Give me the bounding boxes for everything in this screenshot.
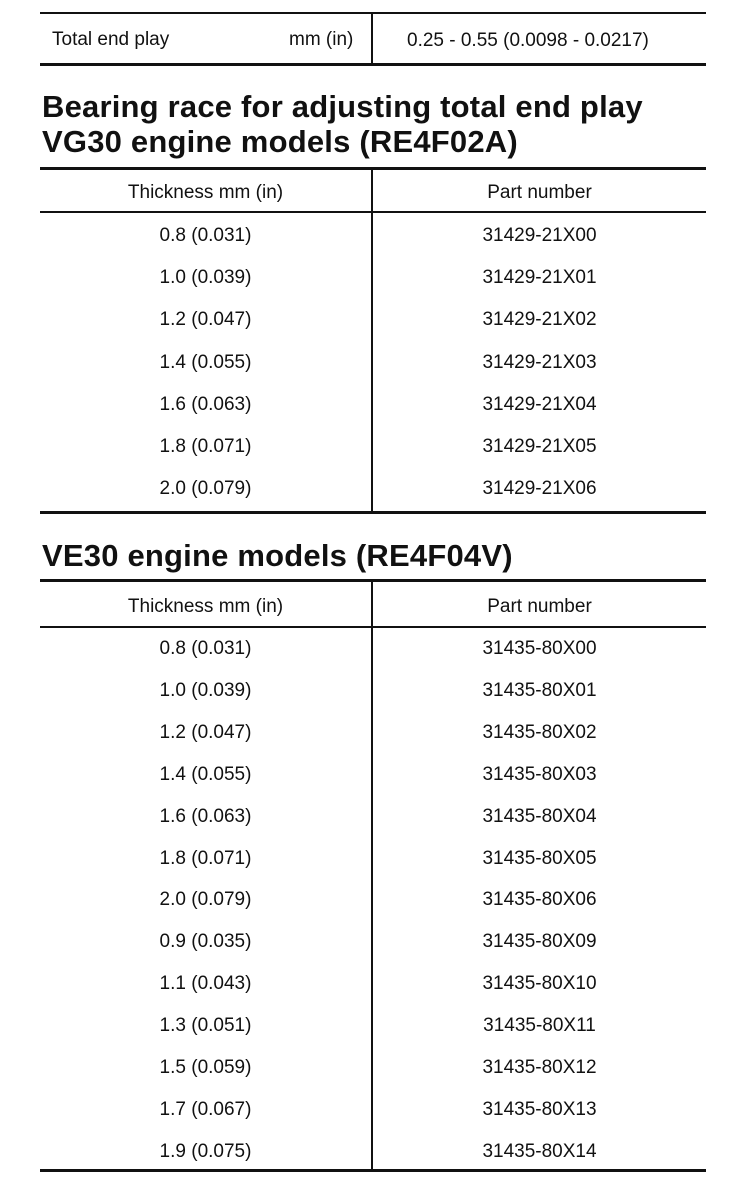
- part-number-cell: 31435-80X10: [482, 973, 597, 995]
- part-number-cell: 31435-80X14: [482, 1140, 597, 1162]
- part-number-cell: 31429-21X01: [482, 267, 597, 289]
- end-play-value: 0.25 - 0.55 (0.0098 - 0.0217): [407, 30, 649, 51]
- part-number-cell: 31429-21X05: [482, 436, 597, 457]
- thickness-cell: 1.2 (0.047): [159, 721, 252, 743]
- section1-header-part: Part number: [487, 182, 592, 203]
- end-play-top-rule: [40, 12, 706, 14]
- thickness-cell: 1.9 (0.075): [159, 1140, 252, 1162]
- section1-top-rule: [40, 167, 706, 170]
- thickness-cell: 2.0 (0.079): [159, 889, 252, 911]
- end-play-divider: [371, 13, 373, 64]
- thickness-cell: 0.9 (0.035): [159, 931, 252, 953]
- section2-header-part: Part number: [487, 596, 592, 617]
- thickness-cell: 2.0 (0.079): [159, 478, 252, 500]
- section2-header-rule: [40, 626, 706, 628]
- section2-header-thickness: Thickness mm (in): [127, 596, 284, 617]
- thickness-cell: 1.8 (0.071): [159, 436, 252, 457]
- section2-bottom-rule: [40, 1169, 706, 1172]
- section1-header-rule: [40, 211, 706, 213]
- section1-column-divider: [371, 169, 373, 512]
- thickness-cell: 1.3 (0.051): [159, 1015, 252, 1037]
- part-number-cell: 31435-80X13: [482, 1098, 597, 1120]
- part-number-cell: 31435-80X09: [482, 931, 597, 953]
- thickness-cell: 1.0 (0.039): [159, 267, 252, 289]
- thickness-cell: 1.6 (0.063): [159, 805, 252, 827]
- section2-top-rule: [40, 579, 706, 582]
- part-number-cell: 31429-21X06: [482, 478, 597, 500]
- thickness-cell: 0.8 (0.031): [159, 225, 252, 246]
- section1-heading-line2: VG30 engine models (RE4F02A): [42, 124, 518, 159]
- thickness-cell: 1.4 (0.055): [159, 351, 252, 373]
- part-number-cell: 31429-21X04: [482, 393, 597, 415]
- part-number-cell: 31429-21X02: [482, 309, 597, 331]
- section2-column-divider: [371, 582, 373, 1171]
- end-play-label: Total end play: [52, 29, 170, 50]
- thickness-cell: 1.5 (0.059): [159, 1057, 252, 1078]
- thickness-cell: 1.2 (0.047): [159, 309, 252, 331]
- thickness-cell: 1.0 (0.039): [159, 679, 252, 701]
- end-play-unit: mm (in): [289, 29, 354, 50]
- section2-heading: VE30 engine models (RE4F04V): [42, 538, 513, 573]
- section1-heading-line1: Bearing race for adjusting total end play: [42, 89, 643, 124]
- thickness-cell: 1.7 (0.067): [159, 1098, 252, 1120]
- part-number-cell: 31435-80X11: [483, 1015, 596, 1037]
- part-number-cell: 31429-21X03: [482, 351, 597, 373]
- part-number-cell: 31435-80X06: [482, 889, 597, 911]
- part-number-cell: 31435-80X04: [482, 805, 597, 827]
- part-number-cell: 31435-80X03: [482, 763, 597, 785]
- section1-header-thickness: Thickness mm (in): [127, 182, 284, 203]
- section1-bottom-rule: [40, 511, 706, 514]
- thickness-cell: 1.1 (0.043): [159, 973, 252, 995]
- part-number-cell: 31429-21X00: [482, 225, 597, 246]
- thickness-cell: 1.8 (0.071): [159, 847, 252, 869]
- part-number-cell: 31435-80X01: [482, 679, 597, 701]
- part-number-cell: 31435-80X02: [482, 721, 597, 743]
- thickness-cell: 1.6 (0.063): [159, 393, 252, 415]
- thickness-cell: 0.8 (0.031): [159, 638, 252, 659]
- thickness-cell: 1.4 (0.055): [159, 763, 252, 785]
- part-number-cell: 31435-80X12: [482, 1057, 597, 1078]
- part-number-cell: 31435-80X00: [482, 638, 597, 659]
- end-play-bottom-rule: [40, 63, 706, 66]
- part-number-cell: 31435-80X05: [482, 847, 597, 869]
